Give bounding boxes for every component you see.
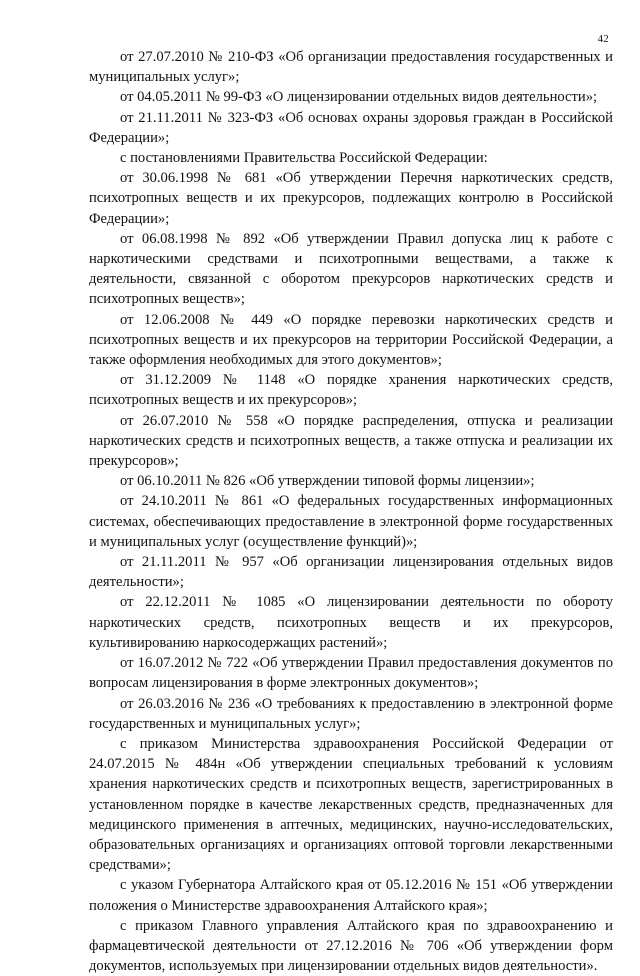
paragraph-main-directorate-order-706: с приказом Главного управления Алтайского края по здравоохранению и фармацевтической деятельности от 27.12.2016 № 706 «Об утверждении форм документов, используемых при лицензировании отдельных видов деятельности». [89,917,613,975]
paragraph-decree-1148: от 31.12.2009 № 1148 «О порядке хранения наркотических средств, психотропных веществ и их прекурсоров»; [89,372,613,409]
paragraph-decree-826: от 06.10.2011 № 826 «Об утверждении типовой формы лицензии»; [120,473,535,490]
paragraph-decree-681: от 30.06.1998 № 681 «Об утверждении Перечня наркотических средств, психотропных веществ и их прекурсоров, подлежащих контролю в Российской Федерации»; [89,170,613,227]
paragraph-law-323-fz: от 21.11.2011 № 323-ФЗ «Об основах охраны здоровья граждан в Российской Федерации»; [89,109,613,146]
paragraph-law-210-fz: от 27.07.2010 № 210-ФЗ «Об организации предоставления государственных и муниципальных услуг»; [89,49,613,86]
page-number: 42 [597,33,609,45]
paragraph-decree-1085: от 22.12.2011 № 1085 «О лицензировании деятельности по обороту наркотических средств, психотропных веществ и их прекурсоров, культивированию наркосодержащих растений»; [89,594,613,651]
paragraph-governor-decree-151: с указом Губернатора Алтайского края от 05.12.2016 № 151 «Об утверждении положения о Министерстве здравоохранения Алтайского края»; [89,877,613,914]
paragraph-decree-236: от 26.03.2016 № 236 «О требованиях к предоставлению в электронной форме государственных и муниципальных услуг»; [89,695,613,732]
paragraph-decree-722: от 16.07.2012 № 722 «Об утверждении Правил предоставления документов по вопросам лицензирования в форме электронных документов»; [89,655,613,692]
paragraph-decree-957: от 21.11.2011 № 957 «Об организации лицензирования отдельных видов деятельности»; [89,554,613,591]
paragraph-decree-861: от 24.10.2011 № 861 «О федеральных государственных информационных системах, обеспечивающих предоставление в электронной форме государственных и муниципальных услуг (осуществление функций)»; [89,493,613,550]
paragraph-ministry-order-484n: с приказом Министерства здравоохранения Российской Федерации от 24.07.2015 № 484н «Об утверждении специальных требований к условиям хранения наркотических средств и психотропных веществ, зарегистрированных в установленном порядке в качестве лекарственных средств, предназначенных для медицинского применения в аптечных, медицинских, научно-исследовательских, образовательных организациях и организациях оптовой торговли лекарственными средствами»; [89,735,613,874]
paragraph-decree-892: от 06.08.1998 № 892 «Об утверждении Правил допуска лиц к работе с наркотическими средствами и психотропными веществами, а также к деятельности, связанной с оборотом прекурсоров наркотических средств и психотропных веществ»; [89,230,613,308]
document-body [89,47,613,976]
paragraph-government-decrees-heading: с постановлениями Правительства Российской Федерации: [120,150,488,167]
paragraph-law-99-fz: от 04.05.2011 № 99-ФЗ «О лицензировании отдельных видов деятельности»; [120,89,598,106]
paragraph-decree-449: от 12.06.2008 № 449 «О порядке перевозки наркотических средств и психотропных веществ и их прекурсоров на территории Российской Федерации, а также оформления необходимых для этого документов»; [89,311,613,369]
paragraph-decree-558: от 26.07.2010 № 558 «О порядке распределения, отпуска и реализации наркотических средств и психотропных веществ, а также отпуска и реализации их прекурсоров»; [89,412,613,470]
